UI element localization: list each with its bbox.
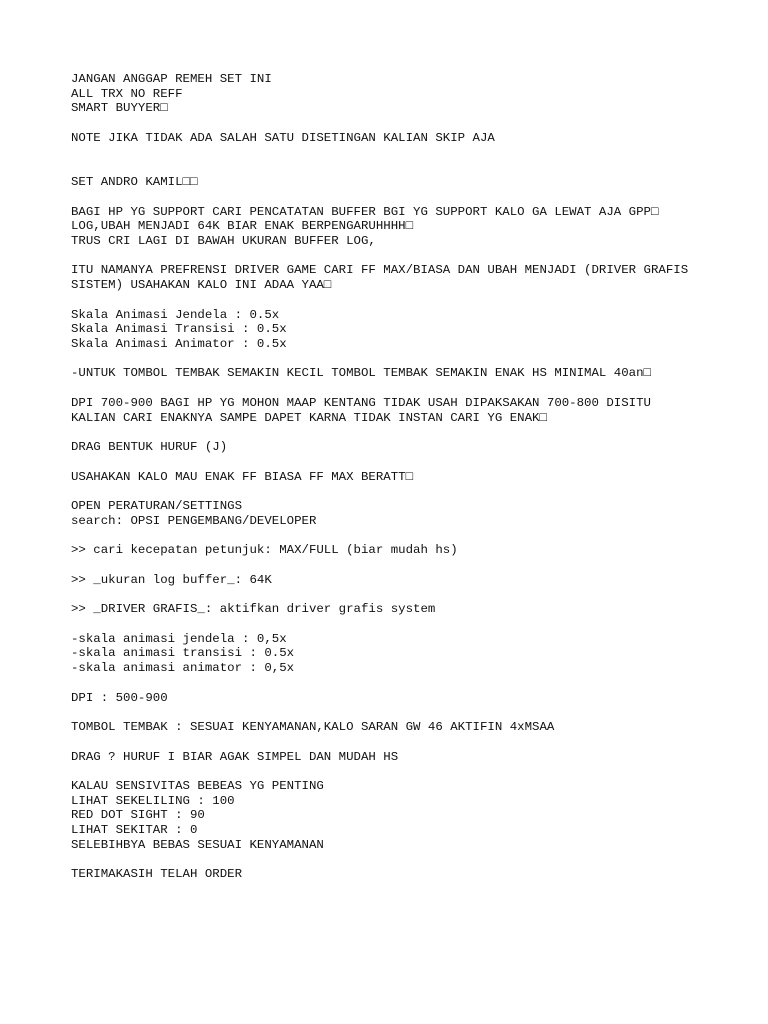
text-line: JANGAN ANGGAP REMEH SET INI (71, 72, 272, 86)
text-line: ALL TRX NO REFF (71, 86, 183, 101)
text-line: SISTEM) USAHAKAN KALO INI ADAA YAA□ (71, 278, 332, 293)
text-line: Skala Animasi Jendela : 0.5x (71, 307, 280, 322)
paragraph-driver (71, 263, 731, 292)
paragraph-sensitivity (71, 779, 731, 852)
paragraph-closing (71, 867, 731, 882)
paragraph-fire-button (71, 366, 731, 381)
paragraph-set-andro (71, 175, 731, 190)
text-line: LIHAT SEKELILING : 100 (71, 793, 235, 808)
paragraph-fire-button-size (71, 720, 731, 735)
text-line: -skala animasi animator : 0,5x (71, 661, 295, 676)
text-line: -skala animasi transisi : 0.5x (71, 646, 295, 661)
text-line: KALAU SENSIVITAS BEBEAS YG PENTING (71, 778, 324, 793)
paragraph-ff-max (71, 470, 731, 485)
text-line: LOG,UBAH MENJADI 64K BIAR ENAK BERPENGARUHHHH□ (71, 219, 414, 234)
text-line: search: OPSI PENGEMBANG/DEVELOPER (71, 513, 317, 528)
text-line: RED DOT SIGHT : 90 (71, 808, 205, 823)
text-line: DRAG ? HURUF I BIAR AGAK SIMPEL DAN MUDAH HS (71, 749, 399, 764)
text-line: TERIMAKASIH TELAH ORDER (71, 867, 243, 882)
text-line: USAHAKAN KALO MAU ENAK FF BIASA FF MAX BERATT□ (71, 469, 414, 484)
text-line: TOMBOL TEMBAK : SESUAI KENYAMANAN,KALO SARAN GW 46 AKTIFIN 4xMSAA (71, 720, 555, 735)
text-line: Skala Animasi Transisi : 0.5x (71, 322, 287, 337)
paragraph-dpi (71, 396, 731, 425)
paragraph-pointer-speed (71, 543, 731, 558)
paragraph-dpi-range (71, 691, 731, 706)
paragraph-graphics-driver (71, 602, 731, 617)
text-line: -UNTUK TOMBOL TEMBAK SEMAKIN KECIL TOMBOL TEMBAK SEMAKIN ENAK HS MINIMAL 40an□ (71, 366, 651, 381)
paragraph-drag-j (71, 440, 731, 455)
text-line: ITU NAMANYA PREFRENSI DRIVER GAME CARI FF MAX/BIASA DAN UBAH MENJADI (DRIVER GRAFIS (71, 263, 689, 278)
paragraph-intro (71, 72, 731, 116)
text-line: SET ANDRO KAMIL□□ (71, 175, 198, 190)
text-line: DPI 700-900 BAGI HP YG MOHON MAAP KENTANG TIDAK USAH DIPAKSAKAN 700-800 DISITU (71, 395, 651, 410)
text-line: SMART BUYYER□ (71, 101, 168, 116)
document-page (71, 72, 731, 897)
text-line: KALIAN CARI ENAKNYA SAMPE DAPET KARNA TIDAK INSTAN CARI YG ENAK□ (71, 410, 547, 425)
paragraph-log-buffer (71, 573, 731, 588)
paragraph-buffer (71, 205, 731, 249)
text-line: LIHAT SEKITAR : 0 (71, 823, 198, 838)
text-line: DPI : 500-900 (71, 690, 168, 705)
paragraph-note (71, 131, 731, 146)
text-line: DRAG BENTUK HURUF (J) (71, 440, 228, 455)
paragraph-animation-scale-2 (71, 632, 731, 676)
text-line: >> cari kecepatan petunjuk: MAX/FULL (biar mudah hs) (71, 543, 458, 558)
text-line: >> _DRIVER GRAFIS_: aktifkan driver grafis system (71, 602, 436, 617)
text-line: TRUS CRI LAGI DI BAWAH UKURAN BUFFER LOG, (71, 233, 376, 248)
paragraph-animation-scale (71, 308, 731, 352)
paragraph-open-settings (71, 499, 731, 528)
text-line: -skala animasi jendela : 0,5x (71, 631, 287, 646)
text-line: OPEN PERATURAN/SETTINGS (71, 499, 243, 514)
text-line: NOTE JIKA TIDAK ADA SALAH SATU DISETINGAN KALIAN SKIP AJA (71, 130, 495, 145)
text-line: SELEBIHBYA BEBAS SESUAI KENYAMANAN (71, 837, 324, 852)
text-line: Skala Animasi Animator : 0.5x (71, 336, 287, 351)
text-line: >> _ukuran log buffer_: 64K (71, 572, 272, 587)
text-line: BAGI HP YG SUPPORT CARI PENCATATAN BUFFER BGI YG SUPPORT KALO GA LEWAT AJA GPP□ (71, 204, 659, 219)
paragraph-drag-i (71, 750, 731, 765)
